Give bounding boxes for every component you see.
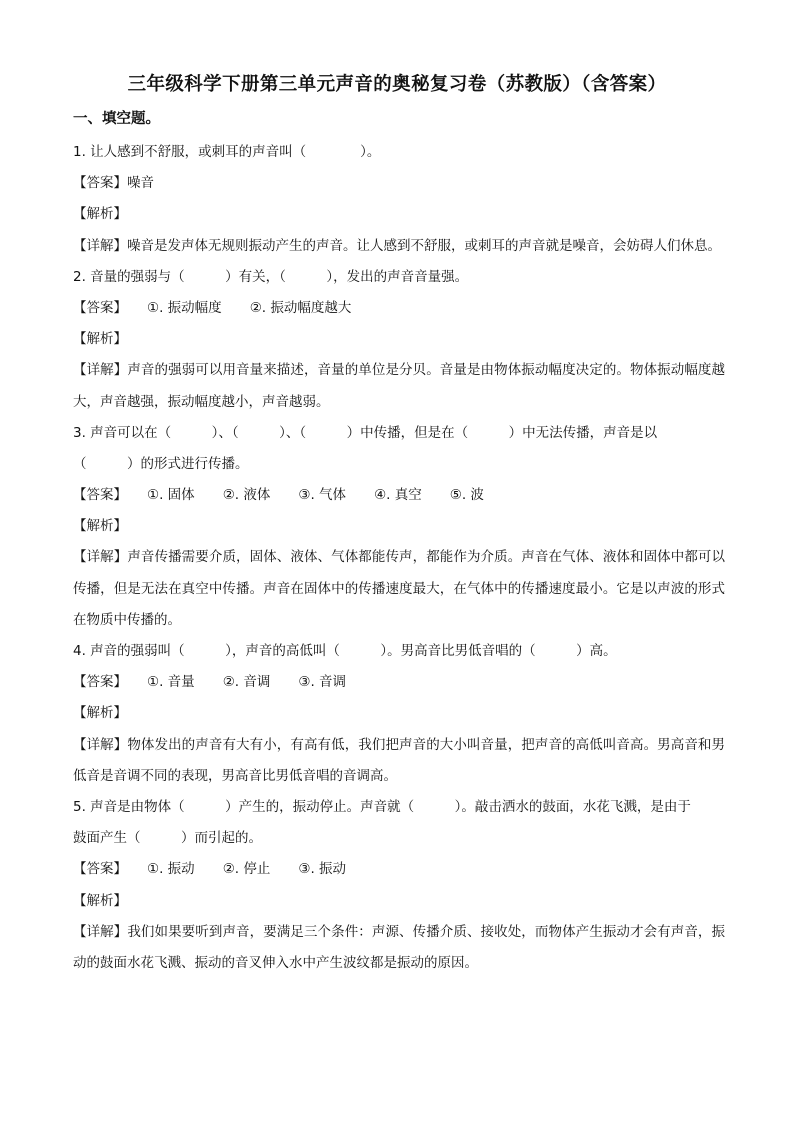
- analysis-row: [73, 886, 725, 917]
- detail-label: 【详解】: [73, 736, 128, 753]
- detail-label: 【详解】: [73, 549, 128, 566]
- answer-option: ①. 振动幅度: [147, 299, 222, 316]
- question-stem-line-2: 鼓面产生（ ）而引起的。: [73, 830, 262, 847]
- answer-option: ②. 停止: [222, 861, 271, 878]
- question-stem-line-2: （ ）的形式进行传播。: [73, 455, 249, 472]
- answer-label: 【答案】: [73, 299, 127, 316]
- answer-option: ④. 真空: [374, 487, 422, 504]
- answer-row: [73, 854, 725, 885]
- question-stem: 2. 音量的强弱与（ ）有关，（ ），发出的声音音量强。: [73, 268, 469, 285]
- section-heading: 一、填空题。: [73, 110, 160, 127]
- answer-row: [73, 168, 725, 199]
- question-stem-line-1: 3. 声音可以在（ ）、（ ）、（ ）中传播，但是在（ ）中无法传播，声音是以: [73, 424, 658, 441]
- analysis-row: [73, 324, 725, 355]
- detail-text: 声音的强弱可以用音量来描述，音量的单位是分贝。音量是由物体振动幅度决定的。物体振动幅度越大，声音越强，振动幅度越小，声音越弱。: [73, 362, 726, 410]
- analysis-row: [73, 511, 725, 542]
- analysis-label: 【解析】: [73, 518, 127, 535]
- analysis-row: [73, 698, 725, 729]
- answer-option: ③. 气体: [298, 487, 347, 504]
- answer-option: 噪音: [127, 175, 154, 192]
- question-2: [73, 262, 725, 418]
- detail-text: 噪音是发声体无规则振动产生的声音。让人感到不舒服，或刺耳的声音就是噪音，会妨碍人们休息。: [127, 237, 721, 254]
- detail-text: 物体发出的声音有大有小，有高有低，我们把声音的大小叫音量，把声音的高低叫音高。男高音和男低音是音调不同的表现，男高音比男低音唱的音调高。: [73, 736, 726, 784]
- question-5: [73, 792, 725, 979]
- question-stem: 4. 声音的强弱叫（ ），声音的高低叫（ ）。男高音比男低音唱的（ ）高。: [73, 643, 617, 660]
- analysis-label: 【解析】: [73, 331, 127, 348]
- detail-text: 声音传播需要介质，固体、液体、气体都能传声，都能作为介质。声音在气体、液体和固体中都可以传播，但是无法在真空中传播。声音在固体中的传播速度最大，在气体中的传播速度最小。它是以声波的形式在物质中传播的。: [73, 549, 726, 628]
- answer-option: ②. 振动幅度越大: [249, 299, 352, 316]
- question-stem-line-1: 5. 声音是由物体（ ）产生的，振动停止。声音就（ ）。敲击洒水的鼓面，水花飞溅，是由于: [73, 799, 691, 816]
- analysis-row: [73, 199, 725, 230]
- detail-text: 我们如果要听到声音，要满足三个条件：声源、传播介质、接收处，而物体产生振动才会有声音，振动的鼓面水花飞溅、振动的音叉伸入水中产生波纹都是振动的原因。: [73, 923, 726, 972]
- detail-paragraph: [73, 917, 725, 979]
- answer-option: ②. 音调: [222, 674, 271, 691]
- question-stem: 1. 让人感到不舒服，或刺耳的声音叫（ ）。: [73, 144, 381, 160]
- answer-row: [73, 293, 725, 324]
- answer-row: [73, 480, 725, 511]
- analysis-label: 【解析】: [73, 892, 127, 909]
- answer-option: ②. 液体: [222, 487, 271, 504]
- analysis-label: 【解析】: [73, 705, 127, 722]
- answer-row: [73, 667, 725, 698]
- answer-label: 【答案】: [73, 861, 127, 878]
- detail-label: 【详解】: [73, 237, 127, 254]
- question-3: [73, 418, 725, 636]
- question-list: [73, 137, 725, 979]
- detail-paragraph: [73, 231, 725, 262]
- analysis-label: 【解析】: [73, 206, 127, 223]
- answer-label: 【答案】: [73, 175, 127, 192]
- answer-option: ③. 振动: [298, 861, 347, 878]
- answer-option: ①. 固体: [147, 487, 195, 504]
- page-title: 三年级科学下册第三单元声音的奥秘复习卷（苏教版）（含答案）: [127, 74, 667, 95]
- detail-paragraph: [73, 355, 725, 417]
- answer-label: 【答案】: [73, 674, 127, 691]
- detail-label: 【详解】: [73, 923, 128, 940]
- answer-option: ①. 音量: [147, 674, 195, 691]
- question-4: [73, 636, 725, 792]
- question-1: [73, 137, 725, 262]
- answer-option: ③. 音调: [298, 674, 347, 691]
- detail-paragraph: [73, 730, 725, 792]
- answer-option: ⑤. 波: [449, 487, 484, 504]
- answer-label: 【答案】: [73, 487, 127, 504]
- detail-label: 【详解】: [73, 362, 128, 379]
- answer-option: ①. 振动: [147, 861, 195, 878]
- detail-paragraph: [73, 542, 725, 636]
